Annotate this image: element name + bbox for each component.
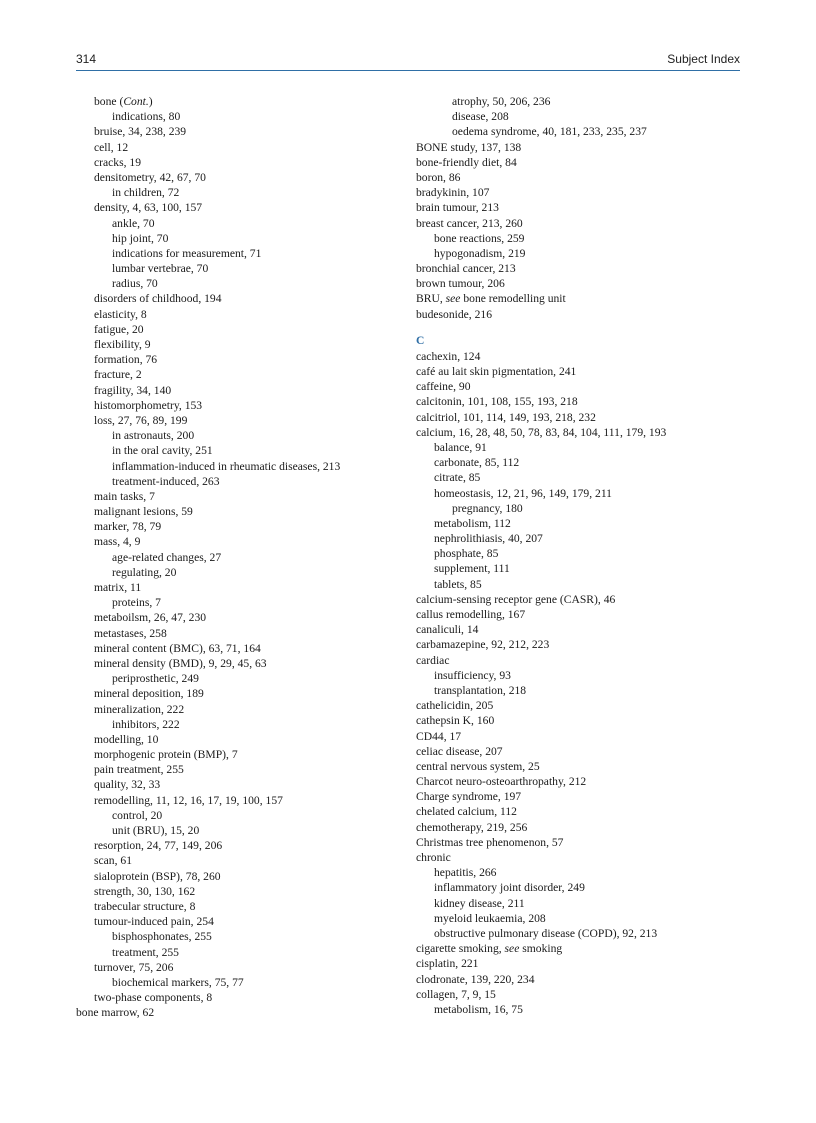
index-entry: remodelling, 11, 12, 16, 17, 19, 100, 157	[94, 793, 283, 807]
index-entry: treatment, 255	[112, 945, 179, 959]
index-entry: tumour-induced pain, 254	[94, 915, 214, 929]
index-entry: radius, 70	[112, 277, 158, 291]
index-entry: pain treatment, 255	[94, 763, 184, 777]
index-entry: mineral content (BMC), 63, 71, 164	[94, 641, 261, 655]
index-entry: biochemical markers, 75, 77	[112, 975, 244, 989]
index-entry: metaboilsm, 26, 47, 230	[94, 611, 207, 625]
index-entry: treatment-induced, 263	[112, 474, 220, 488]
index-entry: Christmas tree phenomenon, 57	[416, 835, 564, 849]
index-entry: balance, 91	[434, 440, 487, 454]
index-entry: metastases, 258	[94, 626, 167, 640]
index-entry: disease, 208	[452, 110, 509, 124]
index-entry: brain tumour, 213	[416, 201, 499, 215]
index-entry: myeloid leukaemia, 208	[434, 911, 546, 925]
index-entry: calcitonin, 101, 108, 155, 193, 218	[416, 395, 578, 409]
index-entry: hip joint, 70	[112, 231, 169, 245]
index-entry: unit (BRU), 15, 20	[112, 824, 200, 837]
index-entry: boron, 86	[416, 170, 461, 184]
index-entry: canaliculi, 14	[416, 623, 479, 637]
index-entry: obstructive pulmonary disease (COPD), 92, 213	[434, 926, 658, 940]
index-entry: celiac disease, 207	[416, 744, 503, 758]
index-entry: fatigue, 20	[94, 322, 144, 336]
index-entry: budesonide, 216	[416, 307, 492, 321]
index-entry: Charge syndrome, 197	[416, 790, 522, 804]
index-entry: BRU, see bone remodelling unit	[416, 292, 566, 306]
running-title: Subject Index	[667, 52, 740, 66]
index-entry: chronic	[416, 851, 451, 864]
index-entry: chelated calcium, 112	[416, 805, 517, 819]
index-entry: hepatitis, 266	[434, 866, 497, 880]
index-entry: phosphate, 85	[434, 547, 499, 561]
index-entry: inflammation-induced in rheumatic diseases, 213	[112, 459, 341, 473]
index-entry: scan, 61	[94, 854, 132, 868]
index-entry: callus remodelling, 167	[416, 608, 526, 621]
index-entry: control, 20	[112, 808, 163, 822]
index-entry: cathelicidin, 205	[416, 699, 494, 713]
index-entry: mass, 4, 9	[94, 535, 141, 549]
index-entry: caffeine, 90	[416, 380, 471, 394]
index-column-left	[76, 94, 406, 1020]
index-entry: metabolism, 112	[434, 516, 511, 530]
index-entry: sialoprotein (BSP), 78, 260	[94, 869, 221, 883]
index-entry: calcium, 16, 28, 48, 50, 78, 83, 84, 104, 111, 179, 193	[416, 425, 667, 439]
index-entry: turnover, 75, 206	[94, 960, 174, 974]
index-entry: calcitriol, 101, 114, 149, 193, 218, 232	[416, 410, 596, 424]
index-entry: indications, 80	[112, 110, 181, 124]
index-entry: hypogonadism, 219	[434, 246, 526, 260]
index-entry: clodronate, 139, 220, 234	[416, 972, 535, 986]
index-entry: bisphosphonates, 255	[112, 930, 212, 944]
index-entry: carbonate, 85, 112	[434, 456, 520, 470]
index-entry: formation, 76	[94, 353, 158, 367]
index-entry: modelling, 10	[94, 732, 159, 746]
index-entry: oedema syndrome, 40, 181, 233, 235, 237	[452, 125, 647, 139]
index-entry: breast cancer, 213, 260	[416, 216, 523, 230]
index-entry: matrix, 11	[94, 581, 142, 594]
index-entry: brown tumour, 206	[416, 277, 505, 291]
index-entry: morphogenic protein (BMP), 7	[94, 748, 238, 762]
index-entry: kidney disease, 211	[434, 896, 525, 910]
index-entry: malignant lesions, 59	[94, 505, 193, 519]
index-entry: bradykinin, 107	[416, 186, 490, 200]
index-entry: metabolism, 16, 75	[434, 1002, 523, 1016]
index-block-c	[416, 349, 746, 1017]
index-entry: calcium-sensing receptor gene (CASR), 46	[416, 592, 616, 606]
index-entry: bronchial cancer, 213	[416, 262, 516, 276]
index-entry: cisplatin, 221	[416, 957, 479, 971]
index-entry: fragility, 34, 140	[94, 383, 172, 397]
index-entry: strength, 30, 130, 162	[94, 884, 196, 898]
index-entry: citrate, 85	[434, 471, 481, 485]
index-entry: histomorphometry, 153	[94, 398, 203, 412]
index-entry: inhibitors, 222	[112, 717, 180, 731]
index-entry: elasticity, 8	[94, 307, 147, 321]
index-entry: BONE study, 137, 138	[416, 140, 522, 154]
index-entry: tablets, 85	[434, 577, 482, 591]
index-entry: flexibility, 9	[94, 338, 151, 351]
header-rule	[76, 70, 740, 71]
index-entry: fracture, 2	[94, 368, 142, 382]
index-entry: bone-friendly diet, 84	[416, 155, 517, 169]
index-entry: collagen, 7, 9, 15	[416, 987, 496, 1001]
index-entry: resorption, 24, 77, 149, 206	[94, 839, 223, 853]
index-entry: bone (Cont.)	[94, 95, 153, 108]
index-entry: pregnancy, 180	[452, 501, 523, 515]
index-entry: cell, 12	[94, 140, 129, 154]
index-entry: inflammatory joint disorder, 249	[434, 881, 585, 895]
index-entry: cachexin, 124	[416, 349, 481, 363]
index-entry: periprosthetic, 249	[112, 672, 199, 686]
page-number: 314	[76, 52, 97, 66]
index-entry: bone reactions, 259	[434, 231, 525, 245]
index-entry: age-related changes, 27	[112, 550, 222, 564]
index-entry: ankle, 70	[112, 216, 155, 230]
index-entry: loss, 27, 76, 89, 199	[94, 413, 188, 427]
index-entry: mineral deposition, 189	[94, 687, 204, 701]
index-entry: atrophy, 50, 206, 236	[452, 95, 551, 108]
index-entry: lumbar vertebrae, 70	[112, 262, 209, 276]
index-entry: trabecular structure, 8	[94, 899, 196, 913]
index-entry: regulating, 20	[112, 565, 177, 579]
index-entry: homeostasis, 12, 21, 96, 149, 179, 211	[434, 486, 612, 500]
index-entry: proteins, 7	[112, 596, 161, 610]
index-entry: Charcot neuro-osteoarthropathy, 212	[416, 775, 587, 789]
page-header	[76, 52, 740, 70]
index-column-right	[416, 94, 746, 1017]
index-entry: disorders of childhood, 194	[94, 292, 222, 306]
index-entry: cigarette smoking, see smoking	[416, 942, 563, 956]
index-entry: carbamazepine, 92, 212, 223	[416, 638, 550, 652]
index-entry: cracks, 19	[94, 155, 141, 169]
index-block-b	[416, 94, 746, 322]
index-entry: mineralization, 222	[94, 702, 185, 716]
section-letter-c: C	[416, 333, 425, 347]
index-entry: main tasks, 7	[94, 489, 155, 503]
index-entry: in the oral cavity, 251	[112, 444, 213, 458]
index-entry: mineral density (BMD), 9, 29, 45, 63	[94, 656, 267, 670]
index-entry: bruise, 34, 238, 239	[94, 125, 187, 139]
index-entry: cardiac	[416, 653, 450, 667]
index-entry: marker, 78, 79	[94, 520, 162, 534]
index-entry: CD44, 17	[416, 729, 462, 743]
index-entry: in astronauts, 200	[112, 429, 195, 443]
index-entry: indications for measurement, 71	[112, 246, 262, 260]
index-entry: in children, 72	[112, 186, 180, 200]
index-entry: two-phase components, 8	[94, 991, 213, 1005]
index-entry: transplantation, 218	[434, 683, 527, 697]
index-entry: supplement, 111	[434, 562, 510, 576]
index-entry: bone marrow, 62	[76, 1006, 155, 1020]
index-entry: density, 4, 63, 100, 157	[94, 201, 203, 215]
index-entry: café au lait skin pigmentation, 241	[416, 365, 577, 378]
index-entry: chemotherapy, 219, 256	[416, 820, 528, 834]
index-entry: densitometry, 42, 67, 70	[94, 170, 206, 184]
index-entry: central nervous system, 25	[416, 759, 540, 773]
index-entry: insufficiency, 93	[434, 668, 511, 682]
index-entry: nephrolithiasis, 40, 207	[434, 532, 543, 546]
index-entry: quality, 32, 33	[94, 778, 161, 792]
index-entry: cathepsin K, 160	[416, 714, 495, 728]
